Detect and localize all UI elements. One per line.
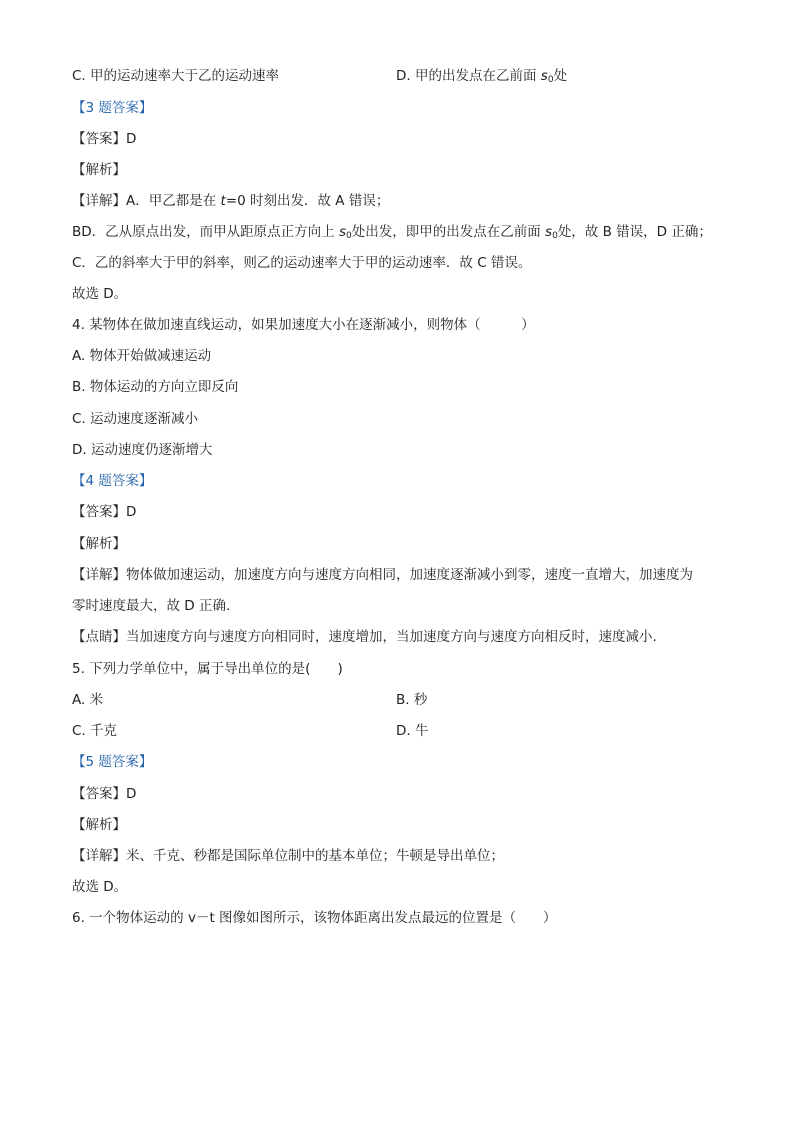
q3-detail-c: C．乙的斜率大于甲的斜率，则乙的运动速率大于甲的运动速率．故 C 错误。 xyxy=(72,255,532,271)
q5-option-c: C. 千克 xyxy=(72,723,118,739)
q4-detail-2: 零时速度最大，故 D 正确. xyxy=(72,598,231,614)
q5-analysis-label: 【解析】 xyxy=(72,817,126,833)
q3-option-d-post: 处 xyxy=(553,68,568,84)
q3-bd-var2: s xyxy=(545,224,553,240)
q4-answer-header: 【4 题答案】 xyxy=(72,473,153,489)
q4-option-b: B. 物体运动的方向立即反向 xyxy=(72,379,239,395)
q3-detail-a xyxy=(72,191,389,211)
q4-option-a: A. 物体开始做减速运动 xyxy=(72,348,212,364)
q3-bd-var: s xyxy=(338,224,346,240)
q3-bd-mid: 处出发，即甲的出发点在乙前面 xyxy=(351,224,546,240)
q3-option-d-var: s xyxy=(540,68,548,84)
q5-option-a: A. 米 xyxy=(72,692,104,708)
q4-analysis-label: 【解析】 xyxy=(72,536,126,552)
q3-option-c: C. 甲的运动速率大于乙的运动速率 xyxy=(72,68,280,84)
q3-bd-sub: 0 xyxy=(346,231,352,241)
q3-bd-sub2: 0 xyxy=(552,231,558,241)
q3-detail-a-pre: 【详解】A．甲乙都是在 xyxy=(72,193,221,209)
q5-choose: 故选 D。 xyxy=(72,879,128,895)
q5-answer: 【答案】D xyxy=(72,786,137,802)
q3-analysis-label: 【解析】 xyxy=(72,162,126,178)
q3-option-d-sub: 0 xyxy=(547,75,554,85)
q4-tip: 【点睛】当加速度方向与速度方向相同时，速度增加，当加速度方向与速度方向相反时，速度减小. xyxy=(72,629,657,645)
q5-answer-header: 【5 题答案】 xyxy=(72,754,153,770)
q4-answer: 【答案】D xyxy=(72,504,137,520)
q3-detail-bd xyxy=(72,222,712,246)
q3-detail-a-post: =0 时刻出发．故 A 错误； xyxy=(225,193,390,209)
q6-stem: 6. 一个物体运动的 v－t 图像如图所示，该物体距离出发点最远的位置是（ ） xyxy=(72,910,557,926)
q5-option-d: D. 牛 xyxy=(396,723,429,739)
q5-detail: 【详解】米、千克、秒都是国际单位制中的基本单位；牛顿是导出单位； xyxy=(72,848,504,864)
q3-answer-header: 【3 题答案】 xyxy=(72,100,153,116)
q4-option-d: D. 运动速度仍逐渐增大 xyxy=(72,442,213,458)
q3-answer: 【答案】D xyxy=(72,131,137,147)
q3-detail-a-t: t xyxy=(220,193,226,209)
q3-option-d-text: D. 甲的出发点在乙前面 xyxy=(396,68,541,84)
q5-stem: 5. 下列力学单位中，属于导出单位的是( ) xyxy=(72,661,343,677)
q3-choose: 故选 D。 xyxy=(72,286,128,302)
q4-detail-1: 【详解】物体做加速运动，加速度方向与速度方向相同，加速度逐渐减小到零，速度一直增大，加速度为 xyxy=(72,567,693,583)
q4-stem: 4. 某物体在做加速直线运动，如果加速度大小在逐渐减小，则物体（ ） xyxy=(72,317,535,333)
q3-bd-post: 处，故 B 错误，D 正确； xyxy=(557,224,712,240)
q5-option-b: B. 秒 xyxy=(396,692,428,708)
q3-option-d xyxy=(396,66,567,90)
q3-bd-pre: BD．乙从原点出发，而甲从距原点正方向上 xyxy=(72,224,339,240)
q4-option-c: C. 运动速度逐渐减小 xyxy=(72,411,199,427)
